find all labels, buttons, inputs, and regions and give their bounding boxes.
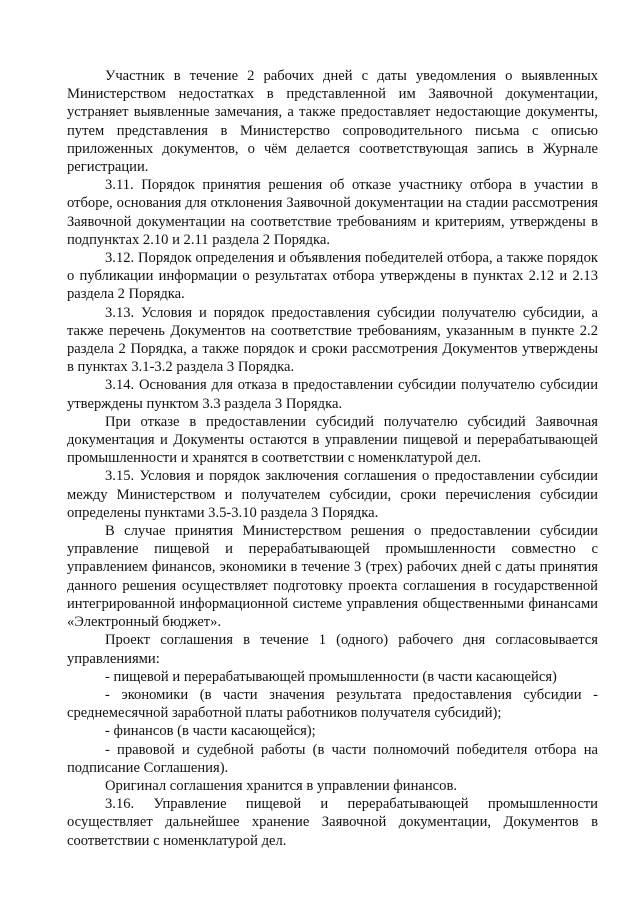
list-item-finance: - финансов (в части касающейся); <box>105 723 316 740</box>
paragraph-3-12: 3.12. Порядок определения и объявления победителей отбора, а также порядок о публикации информации о результатах отбора утверждены в пунктах 2.12 и 2.13 раздела 2 Порядка. <box>67 250 598 303</box>
list-item-legal: - правовой и судебной работы (в части полномочий победителя отбора на подписание Соглашения). <box>67 741 598 776</box>
paragraph-3-13: 3.13. Условия и порядок предоставления субсидии получателю субсидии, а также перечень Документов на соответствие требованиям, указанным в пункте 2.2 раздела 2 Порядка, а также порядок и сроки рассмотрения Документов утверждены в пунктах 3.1-3.2 раздела 3 Порядка. <box>67 304 598 376</box>
paragraph-3-14: 3.14. Основания для отказа в предоставлении субсидии получателю субсидии утверждены пунктом 3.3 раздела 3 Порядка. <box>67 377 598 412</box>
paragraph-original-agreement: Оригинал соглашения хранится в управлении финансов. <box>105 777 457 794</box>
list-item-economics: - экономики (в части значения результата предоставления субсидии - среднемесячной заработной платы работников получателя субсидий); <box>67 686 598 722</box>
list-item-food-industry: - пищевой и перерабатывающей промышленности (в части касающейся) <box>105 668 557 685</box>
paragraph-3-11: 3.11. Порядок принятия решения об отказе участнику отбора в участии в отборе, основания для отклонения Заявочной документации на стадии рассмотрения Заявочной документации на соответствие требованиям и критериям, утверждены в подпунктах 2.10 и 2.11 раздела 2 Порядка. <box>67 177 598 248</box>
document-body <box>67 67 598 850</box>
paragraph-agreement-preparation: В случае принятия Министерством решения о предоставлении субсидии управление пищевой и перерабатывающей промышленности совместно с управлением финансов, экономики в течение 3 (трех) рабочих дней с даты принятия данного решения осуществляет подготовку проекта соглашения в государственной интегрированной информационной системе управления общественными финансами «Электронный бюджет». <box>67 523 598 631</box>
paragraph-agreement-approval: Проект соглашения в течение 1 (одного) рабочего дня согласовывается управлениями: <box>67 632 598 667</box>
paragraph-3-16: 3.16. Управление пищевой и перерабатывающей промышленности осуществляет дальнейшее хранение Заявочной документации, Документов в соответствии с номенклатурой дел. <box>67 796 598 849</box>
paragraph-refusal: При отказе в предоставлении субсидий получателю субсидий Заявочная документация и Документы остаются в управлении пищевой и перерабатывающей промышленности и хранятся в соответствии с номенклатурой дел. <box>67 413 598 467</box>
paragraph-participant-remarks: Участник в течение 2 рабочих дней с даты уведомления о выявленных Министерством недостатках в представленной им Заявочной документации, устраняет выявленные замечания, а также предоставляет недостающие документы, путем представления в Министерство сопроводительного письма с описью приложенных документов, о чём делается соответствующая запись в Журнале регистрации. <box>67 68 598 176</box>
paragraph-3-15: 3.15. Условия и порядок заключения соглашения о предоставлении субсидии между Министерством и получателем субсидии, сроки перечисления субсидии определены пунктами 3.5-3.10 раздела 3 Порядка. <box>67 468 598 521</box>
